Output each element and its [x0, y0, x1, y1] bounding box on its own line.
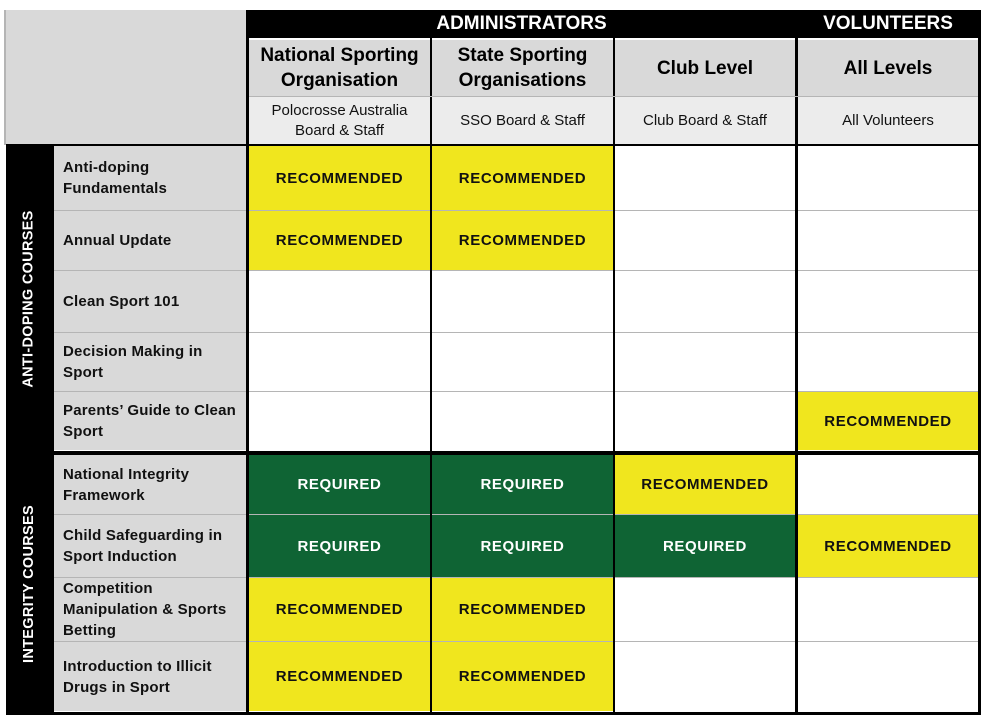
- column-subheader-club: Club Board & Staff: [615, 97, 795, 144]
- column-subheader-national: Polocrosse Australia Board & Staff: [249, 97, 430, 144]
- row-header-annual-update: Annual Update: [54, 211, 246, 270]
- empty-cell: [615, 392, 795, 450]
- row-header-decision-making-in-sport: Decision Making in Sport: [54, 333, 246, 391]
- empty-cell: [615, 642, 795, 711]
- grid-line: [613, 38, 615, 713]
- empty-cell: [615, 146, 795, 210]
- grid-line: [246, 10, 249, 713]
- row-header-child-safeguarding-in-sport-induction: Child Safeguarding in Sport Induction: [54, 515, 246, 577]
- grid-line: [795, 10, 798, 713]
- column-header-all-levels: All Levels: [798, 40, 978, 96]
- recommended-badge: RECOMMENDED: [798, 392, 978, 450]
- row-header-clean-sport-101: Clean Sport 101: [54, 271, 246, 332]
- required-badge: REQUIRED: [249, 515, 430, 577]
- corner-cell: [6, 10, 246, 144]
- section-integrity: [6, 455, 52, 713]
- section-label-anti-doping: ANTI-DOPING COURSES: [21, 209, 38, 388]
- recommended-badge: RECOMMENDED: [249, 642, 430, 711]
- column-header-state: State Sporting Organisations: [432, 40, 613, 96]
- row-header-introduction-to-illicit-drugs-in-sport: Introduction to Illicit Drugs in Sport: [54, 642, 246, 711]
- recommended-badge: RECOMMENDED: [249, 146, 430, 210]
- row-header-parents-guide-to-clean-sport: Parents’ Guide to Clean Sport: [54, 392, 246, 450]
- empty-cell: [249, 271, 430, 332]
- empty-cell: [798, 455, 978, 514]
- column-subheader-all-levels: All Volunteers: [798, 97, 978, 144]
- recommended-badge: RECOMMENDED: [432, 211, 613, 270]
- empty-cell: [798, 211, 978, 270]
- section-label-integrity: INTEGRITY COURSES: [21, 505, 38, 663]
- column-subheader-state: SSO Board & Staff: [432, 97, 613, 144]
- row-header-national-integrity-framework: National Integrity Framework: [54, 455, 246, 514]
- row-header-competition-manipulation-sports-betting: Competition Manipulation & Sports Betting: [54, 578, 246, 641]
- column-header-club: Club Level: [615, 40, 795, 96]
- recommended-badge: RECOMMENDED: [798, 515, 978, 577]
- required-badge: REQUIRED: [249, 455, 430, 514]
- grid-line: [978, 10, 981, 713]
- grid-line: [6, 144, 981, 146]
- column-header-national: National Sporting Organisation: [249, 40, 430, 96]
- empty-cell: [615, 211, 795, 270]
- empty-cell: [249, 333, 430, 391]
- recommended-badge: RECOMMENDED: [432, 578, 613, 641]
- empty-cell: [798, 333, 978, 391]
- recommended-badge: RECOMMENDED: [432, 146, 613, 210]
- grid-line: [4, 10, 6, 145]
- empty-cell: [798, 578, 978, 641]
- required-badge: REQUIRED: [615, 515, 795, 577]
- grid-line: [249, 96, 978, 97]
- empty-cell: [615, 333, 795, 391]
- empty-cell: [798, 146, 978, 210]
- recommended-badge: RECOMMENDED: [249, 211, 430, 270]
- row-header-anti-doping-fundamentals: Anti-doping Fundamentals: [54, 146, 246, 210]
- empty-cell: [615, 271, 795, 332]
- recommended-badge: RECOMMENDED: [249, 578, 430, 641]
- recommended-badge: RECOMMENDED: [432, 642, 613, 711]
- administrators-header: ADMINISTRATORS: [248, 10, 795, 38]
- required-badge: REQUIRED: [432, 455, 613, 514]
- empty-cell: [798, 642, 978, 711]
- volunteers-header: VOLUNTEERS: [797, 10, 979, 38]
- empty-cell: [432, 271, 613, 332]
- empty-cell: [249, 392, 430, 450]
- grid-line: [6, 712, 981, 715]
- recommended-badge: RECOMMENDED: [615, 455, 795, 514]
- grid-line: [430, 38, 432, 713]
- required-badge: REQUIRED: [432, 515, 613, 577]
- section-anti-doping: [6, 146, 52, 451]
- empty-cell: [432, 392, 613, 450]
- empty-cell: [615, 578, 795, 641]
- empty-cell: [798, 271, 978, 332]
- grid-line: [52, 146, 54, 713]
- grid-line: [6, 451, 981, 455]
- empty-cell: [432, 333, 613, 391]
